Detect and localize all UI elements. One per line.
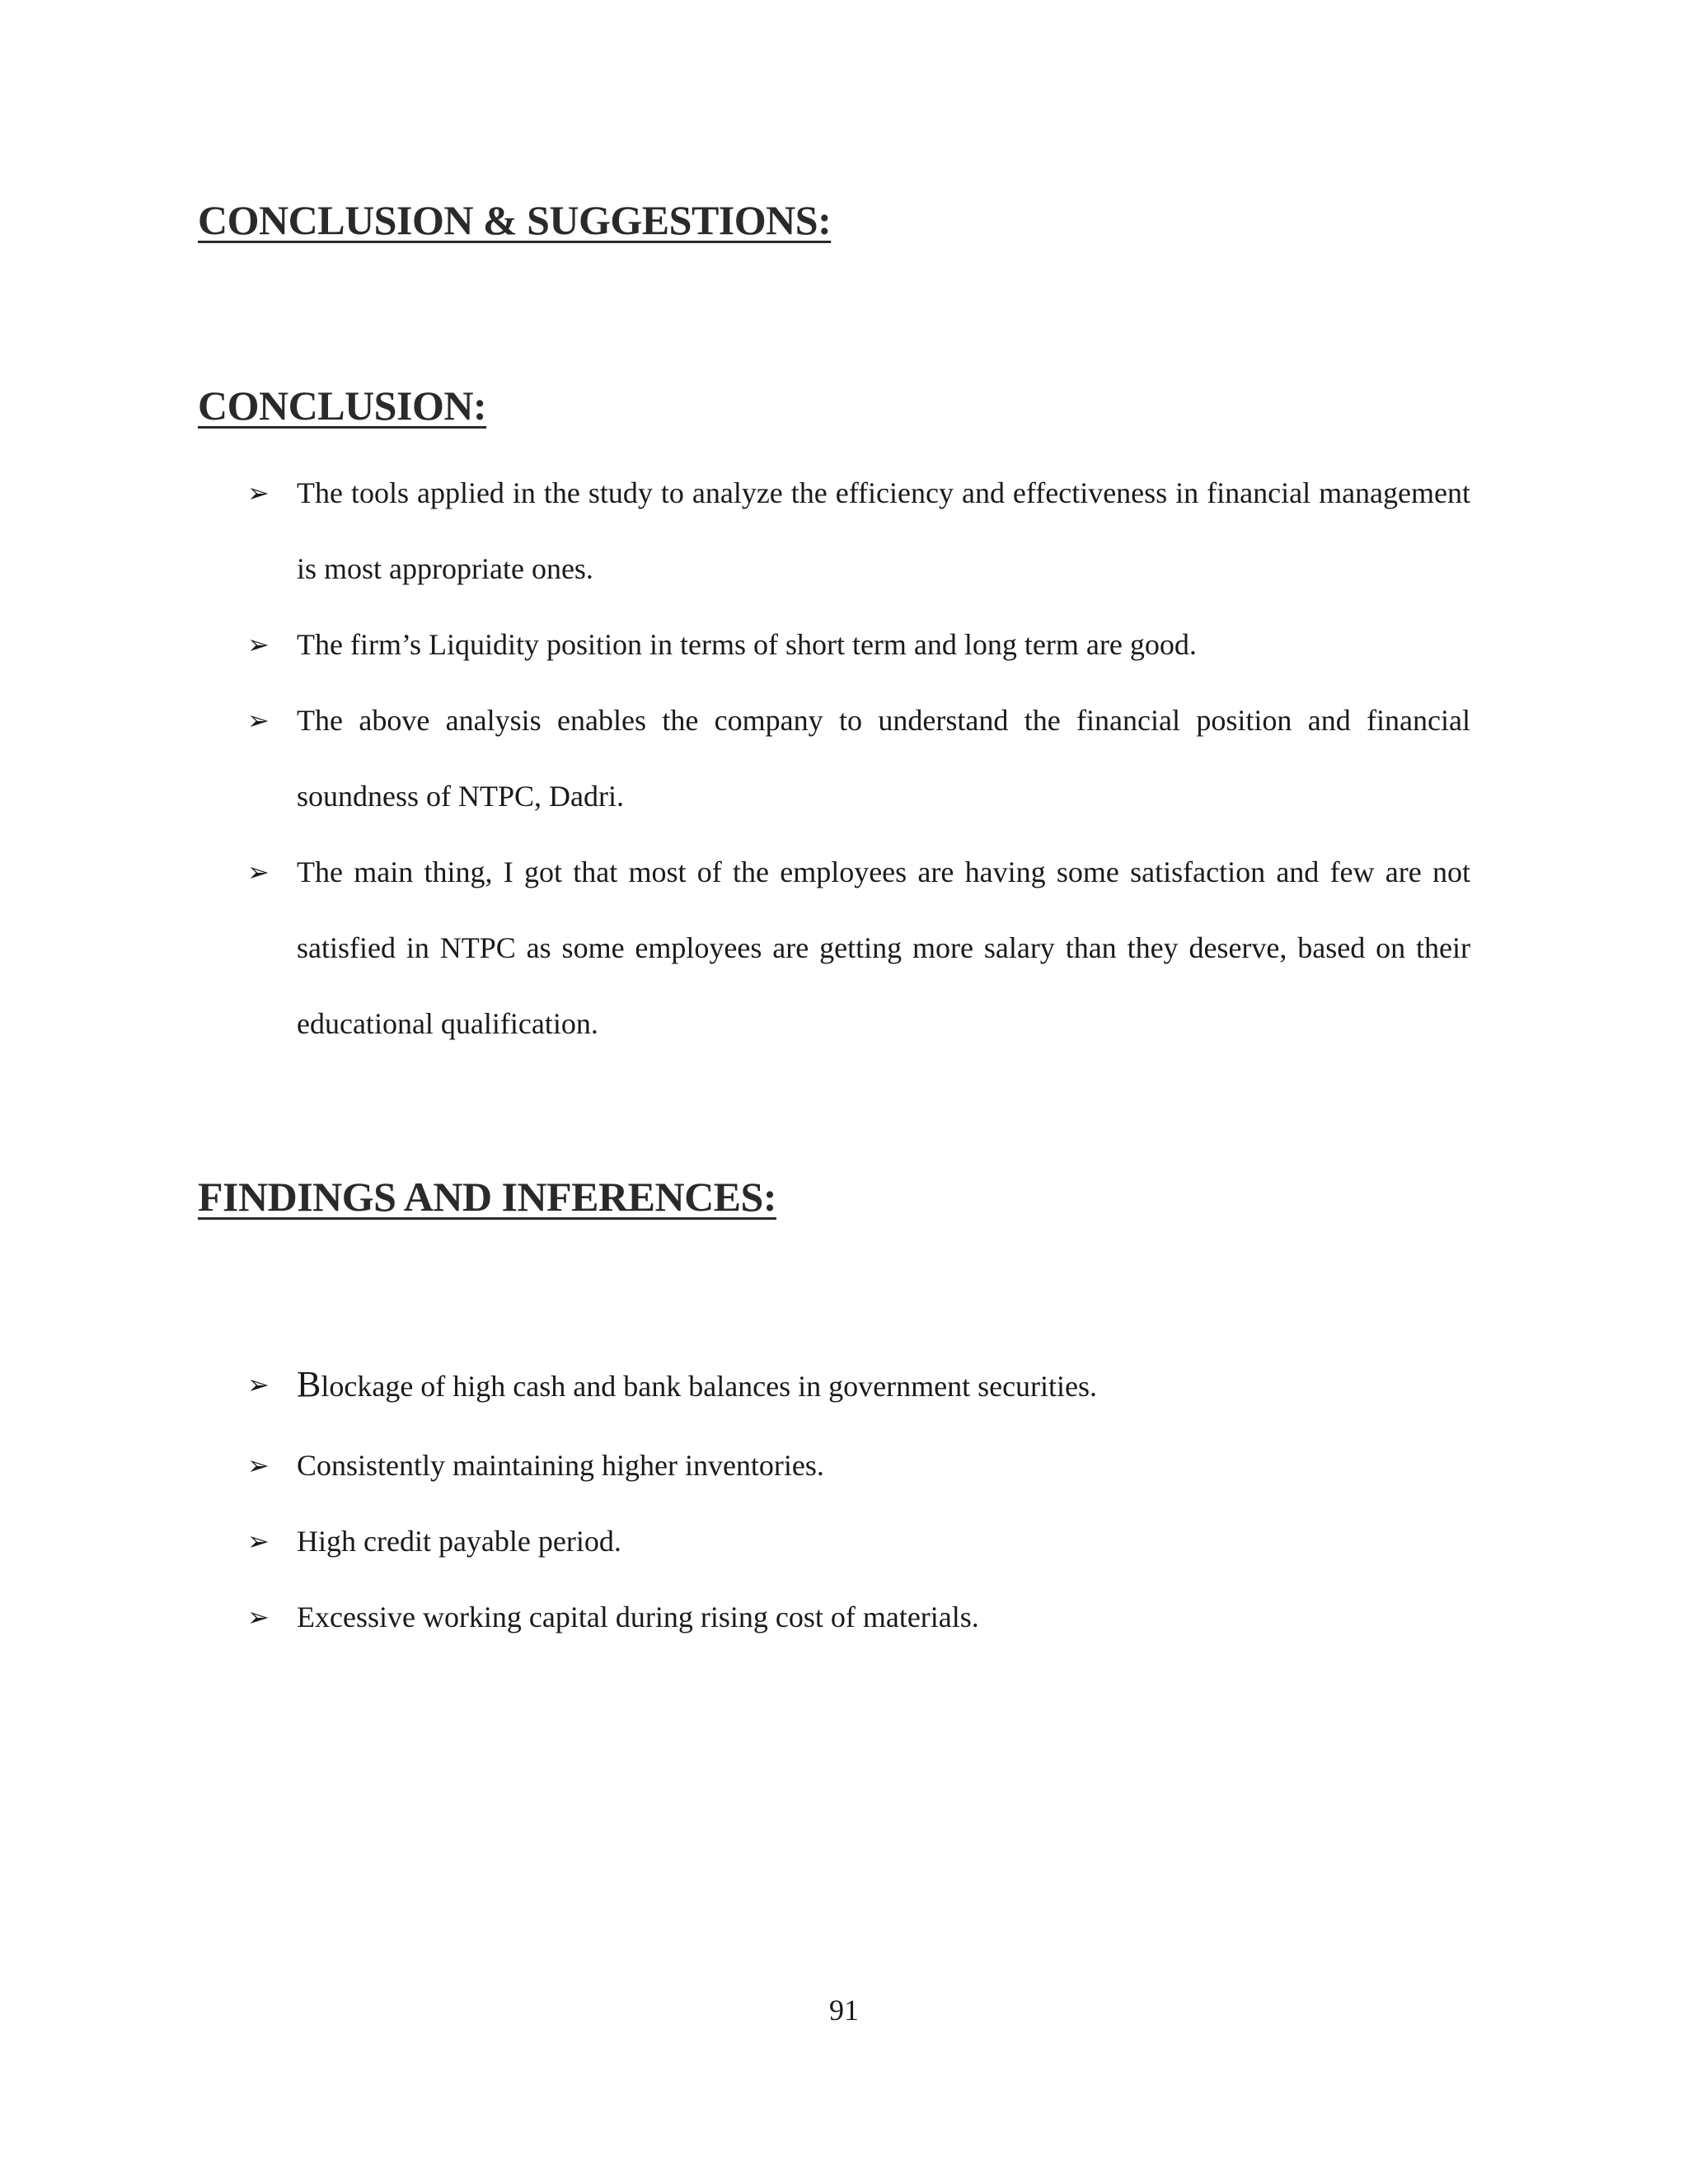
arrowhead-bullet-icon: ➢: [247, 1601, 270, 1633]
list-item-initial: B: [297, 1364, 321, 1404]
list-item-text: The above analysis enables the company to understand the financial position and financial soundness of NTPC, Dadri.: [297, 704, 1470, 813]
list-item-text: Excessive working capital during rising cost of materials.: [297, 1601, 979, 1633]
arrowhead-bullet-icon: ➢: [247, 629, 270, 660]
arrowhead-bullet-icon: ➢: [247, 856, 270, 888]
conclusion-heading: CONCLUSION:: [198, 382, 487, 429]
list-item: [247, 455, 1470, 607]
arrowhead-bullet-icon: ➢: [247, 705, 270, 736]
page-number: 91: [829, 1994, 859, 2027]
list-item-text: High credit payable period.: [297, 1525, 621, 1558]
list-item: [247, 1343, 1470, 1427]
list-item-text: Consistently maintaining higher inventories.: [297, 1449, 824, 1482]
arrowhead-bullet-icon: ➢: [247, 1450, 270, 1481]
list-item: [247, 1427, 1470, 1503]
list-item-text: The tools applied in the study to analyze the efficiency and effectiveness in financial management is most appropriate ones.: [297, 476, 1470, 585]
list-item: [247, 834, 1470, 1062]
findings-heading: FINDINGS AND INFERENCES:: [198, 1174, 776, 1220]
list-item: [247, 1503, 1470, 1579]
list-item-text: The main thing, I got that most of the employees are having some satisfaction and few are not satisfied in NTPC as some employees are getting more salary than they deserve, based on their educational qualification.: [297, 855, 1470, 1040]
list-item-text: lockage of high cash and bank balances in government securities.: [321, 1370, 1098, 1403]
page-title: CONCLUSION & SUGGESTIONS:: [198, 197, 832, 243]
arrowhead-bullet-icon: ➢: [247, 1526, 270, 1557]
arrowhead-bullet-icon: ➢: [247, 477, 270, 509]
conclusion-list: [247, 455, 1470, 1062]
list-item: [247, 607, 1470, 682]
list-item-text: The firm’s Liquidity position in terms of short term and long term are good.: [297, 628, 1197, 661]
arrowhead-bullet-icon: ➢: [247, 1369, 270, 1400]
findings-list: [247, 1343, 1470, 1655]
list-item: [247, 682, 1470, 834]
list-item: [247, 1579, 1470, 1655]
